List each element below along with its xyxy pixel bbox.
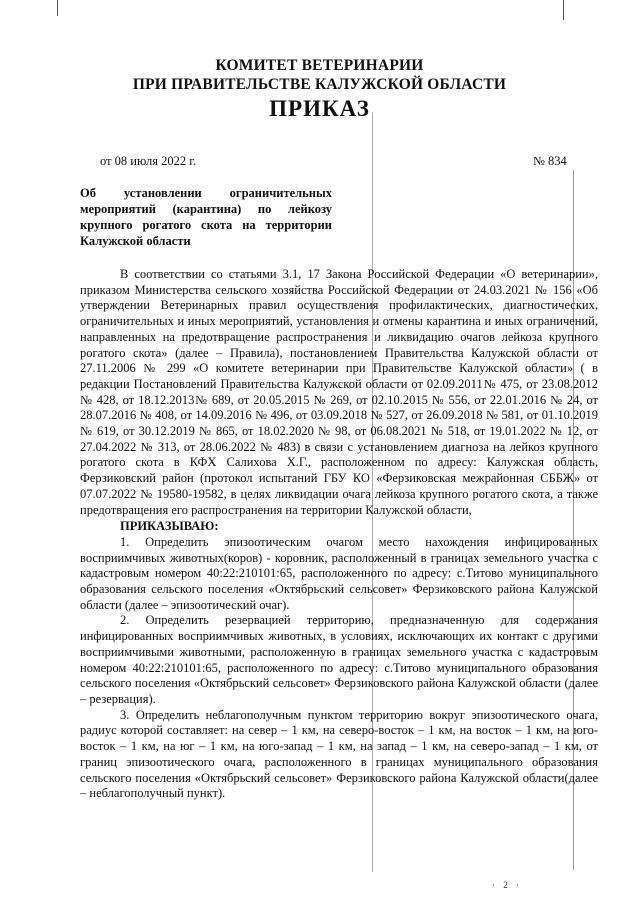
org-line-1: КОМИТЕТ ВЕТЕРИНАРИИ: [215, 57, 424, 74]
order-item-2: 2. Определить резервацией территорию, предназначенную для содержания инфицированных восприимчивых животных, в условиях, исключающих их контакт с другими восприимчивыми животными, расположенную в границах земельного участка с кадастровым номером 40:22:210101:65, расположенного по адресу: с.Титово муниципального образования сельского поселения «Октябрьский сельсовет» Ферзиковского района Калужской области (далее – резервация).: [80, 613, 598, 706]
document-number: № 834: [533, 154, 567, 168]
org-line-2: ПРИ ПРАВИТЕЛЬСТВЕ КАЛУЖСКОЙ ОБЛАСТИ: [132, 76, 507, 93]
document-date: от 08 июля 2022 г.: [100, 154, 197, 168]
scan-artifact-top-right: [563, 0, 564, 20]
order-keyword: ПРИКАЗЫВАЮ:: [120, 519, 219, 534]
page-footer-mark: · 2 ·: [492, 880, 522, 890]
document-body: [80, 267, 598, 802]
document-subject: Об установлении ограничительных мероприятий (карантина) по лейкозу крупного рогатого скота на территории Калужской области: [80, 186, 332, 248]
document-type: ПРИКАЗ: [269, 96, 370, 121]
order-item-1: 1. Определить эпизоотическим очагом место нахождения инфицированных восприимчивых животных(коров) - коровник, расположенный в границах земельного участка с кадастровым номером 40:22:210101:65, расположенного по адресу: с.Титово муниципального образования сельского поселения «Октябрьский сельсовет» Ферзиковского района Калужской области (далее – эпизоотический очаг).: [80, 534, 598, 612]
preamble-paragraph: В соответствии со статьями 3.1, 17 Закона Российской Федерации «О ветеринарии», приказом Министерства сельского хозяйства Российской Федерации от 24.03.2021 № 156 «Об утверждении Ветеринарных правил осуществления профилактических, диагностических, ограничительных и иных мероприятий, установления и отмены карантина и иных ограничений, направленных на предотвращение распространения и ликвидацию очагов лейкоза крупного рогатого скота» (далее – Правила), постановлением Правительства Калужской области от 27.11.2006 № 299 «О комитете ветеринарии при Правительстве Калужской области» ( в редакции Постановлений Правительства Калужской области от 02.09.2011№ 475, от 23.08.2012 № 428, от 18.12.2013№ 689, от 20.05.2015 № 269, от 02.10.2015 № 556, от 22.01.2016 № 24, от 28.07.2016 № 408, от 14.09.2016 № 496, от 03.09.2018 № 527, от 26.09.2018 № 581, от 01.10.2019 № 619, от 30.12.2019 № 865, от 18.02.2020 № 98, от 06.08.2021 № 518, от 19.01.2022 № 12, от 27.04.2022 № 313, от 28.06.2022 № 483) в связи с установлением диагноза на лейкоз крупного рогатого скота в КФХ Салихова Х.Г., расположенном по адресу: Калужская область, Ферзиковский район (протокол испытаний ГБУ КО «Ферзиковская межрайонная СББЖ» от 07.07.2022 № 19580-19582, в целях ликвидации очага лейкоза крупного рогатого скота, а также предотвращения его распространения на территории Калужской области,: [80, 267, 598, 517]
order-item-3: 3. Определить неблагополучным пунктом территорию вокруг эпизоотического очага, радиус которой составляет: на север – 1 км, на северо-восток – 1 км, на восток – 1 км, на юго-восток – 1 км, на юг – 1 км, на юго-запад – 1 км, на запад – 1 км, на северо-запад – 1 км, от границ эпизоотического очага, расположенного в границах муниципального образования сельского поселения «Октябрьский сельсовет» Ферзиковского района Калужской области(далее – неблагополучный пункт).: [80, 707, 598, 801]
scan-artifact-top-left: [57, 0, 58, 16]
organization-name: [0, 56, 639, 94]
